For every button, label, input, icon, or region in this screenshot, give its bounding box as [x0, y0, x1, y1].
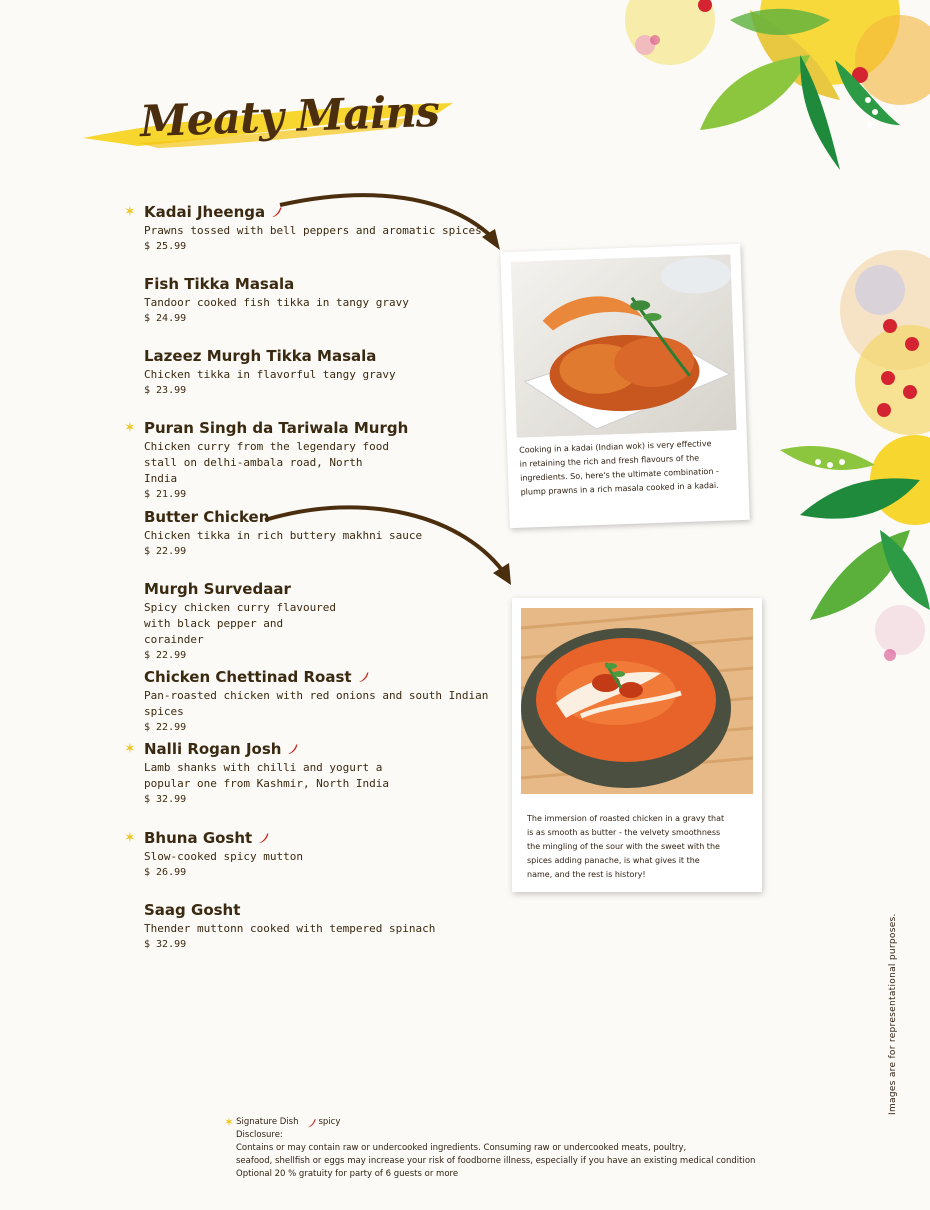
item-price: $ 22.99 — [144, 722, 187, 733]
menu-item — [124, 740, 409, 807]
item-description: Thender muttonn cooked with tempered spinach — [144, 922, 436, 935]
page-title: Meaty Mains — [139, 86, 440, 148]
footer — [224, 1116, 784, 1181]
menu-item — [144, 275, 504, 326]
butter-chicken-photo-card — [512, 598, 762, 892]
item-name: Nalli Rogan Josh — [144, 740, 282, 758]
item-price: $ 23.99 — [144, 385, 187, 396]
menu-item — [124, 419, 409, 502]
signature-star-icon: ✶ — [124, 420, 136, 436]
signature-legend-label: Signature Dish — [236, 1117, 299, 1127]
signature-star-icon: ✶ — [124, 741, 136, 757]
item-description: Chicken tikka in flavorful tangy gravy — [144, 368, 396, 381]
item-name: Fish Tikka Masala — [144, 275, 295, 293]
item-description: Lamb shanks with chilli and yogurt a popular one from Kashmir, North India — [144, 761, 390, 790]
disclosure-heading: Disclosure: — [236, 1130, 283, 1140]
item-price: $ 26.99 — [144, 867, 187, 878]
disclosure-line: Contains or may contain raw or undercooked ingredients. Consuming raw or undercooked meats, poultry, — [236, 1143, 687, 1153]
butter-chicken-photo — [521, 608, 753, 794]
item-price: $ 22.99 — [144, 650, 187, 661]
prawns-photo — [511, 254, 737, 438]
representational-note: Images are for representational purposes. — [888, 913, 898, 1115]
butter-chicken-caption: The immersion of roasted chicken in a gravy that is as smooth as butter - the velvety smoothness the mingling of the sour with the sweet with the spices adding panache, is what gives it the name, and the rest is history! — [527, 814, 725, 879]
prawns-photo-card — [500, 244, 749, 528]
flower-decoration-top — [600, 0, 930, 180]
item-description: Slow-cooked spicy mutton — [144, 850, 303, 863]
flower-decoration-right — [780, 250, 930, 700]
item-price: $ 25.99 — [144, 241, 187, 252]
item-price: $ 22.99 — [144, 546, 187, 557]
signature-star-icon: ✶ — [124, 204, 136, 220]
menu-item — [144, 347, 504, 398]
item-name: Bhuna Gosht — [144, 829, 253, 847]
item-price: $ 32.99 — [144, 794, 187, 805]
menu-item — [144, 901, 504, 952]
gratuity-note: Optional 20 % gratuity for party of 6 guests or more — [236, 1169, 459, 1179]
item-description: Pan-roasted chicken with red onions and south Indian spices — [144, 689, 489, 718]
item-name: Puran Singh da Tariwala Murgh — [144, 419, 409, 437]
item-description: Tandoor cooked fish tikka in tangy gravy — [144, 296, 409, 309]
chili-icon — [356, 670, 370, 684]
prawns-caption: Cooking in a kadai (Indian wok) is very effective in retaining the rich and fresh flavours of the ingredients. So, here's the ultimate combination - plump prawns in a rich masala cooked in a kadai. — [519, 439, 720, 497]
item-price: $ 32.99 — [144, 939, 187, 950]
item-description: Chicken tikka in rich buttery makhni sauce — [144, 529, 423, 542]
menu-item — [144, 508, 504, 559]
chili-icon — [285, 742, 299, 756]
item-price: $ 24.99 — [144, 313, 187, 324]
menu-item — [144, 580, 344, 663]
signature-star-icon: ✶ — [224, 1115, 235, 1129]
item-name: Kadai Jheenga — [144, 203, 266, 221]
item-name: Chicken Chettinad Roast — [144, 668, 352, 686]
item-description: Spicy chicken curry flavoured with black pepper and corainder — [144, 601, 337, 646]
legend — [224, 1116, 784, 1129]
item-name: Murgh Survedaar — [144, 580, 291, 598]
menu-item — [124, 829, 504, 880]
item-description: Chicken curry from the legendary food stall on delhi-ambala road, North India — [144, 440, 390, 485]
item-price: $ 21.99 — [144, 489, 187, 500]
item-name: Saag Gosht — [144, 901, 241, 919]
item-description: Prawns tossed with bell peppers and aromatic spices — [144, 224, 482, 237]
menu-item — [124, 203, 504, 254]
item-name: Lazeez Murgh Tikka Masala — [144, 347, 377, 365]
signature-star-icon: ✶ — [124, 830, 136, 846]
disclosure-line: seafood, shellfish or eggs may increase your risk of foodborne illness, especially if you have an existing medical condition — [236, 1156, 756, 1166]
chili-icon — [305, 1117, 317, 1129]
chili-icon — [256, 831, 270, 845]
chili-icon — [269, 205, 283, 219]
spicy-legend-label: spicy — [318, 1117, 341, 1127]
item-name: Butter Chicken — [144, 508, 270, 526]
menu-item — [144, 668, 514, 735]
